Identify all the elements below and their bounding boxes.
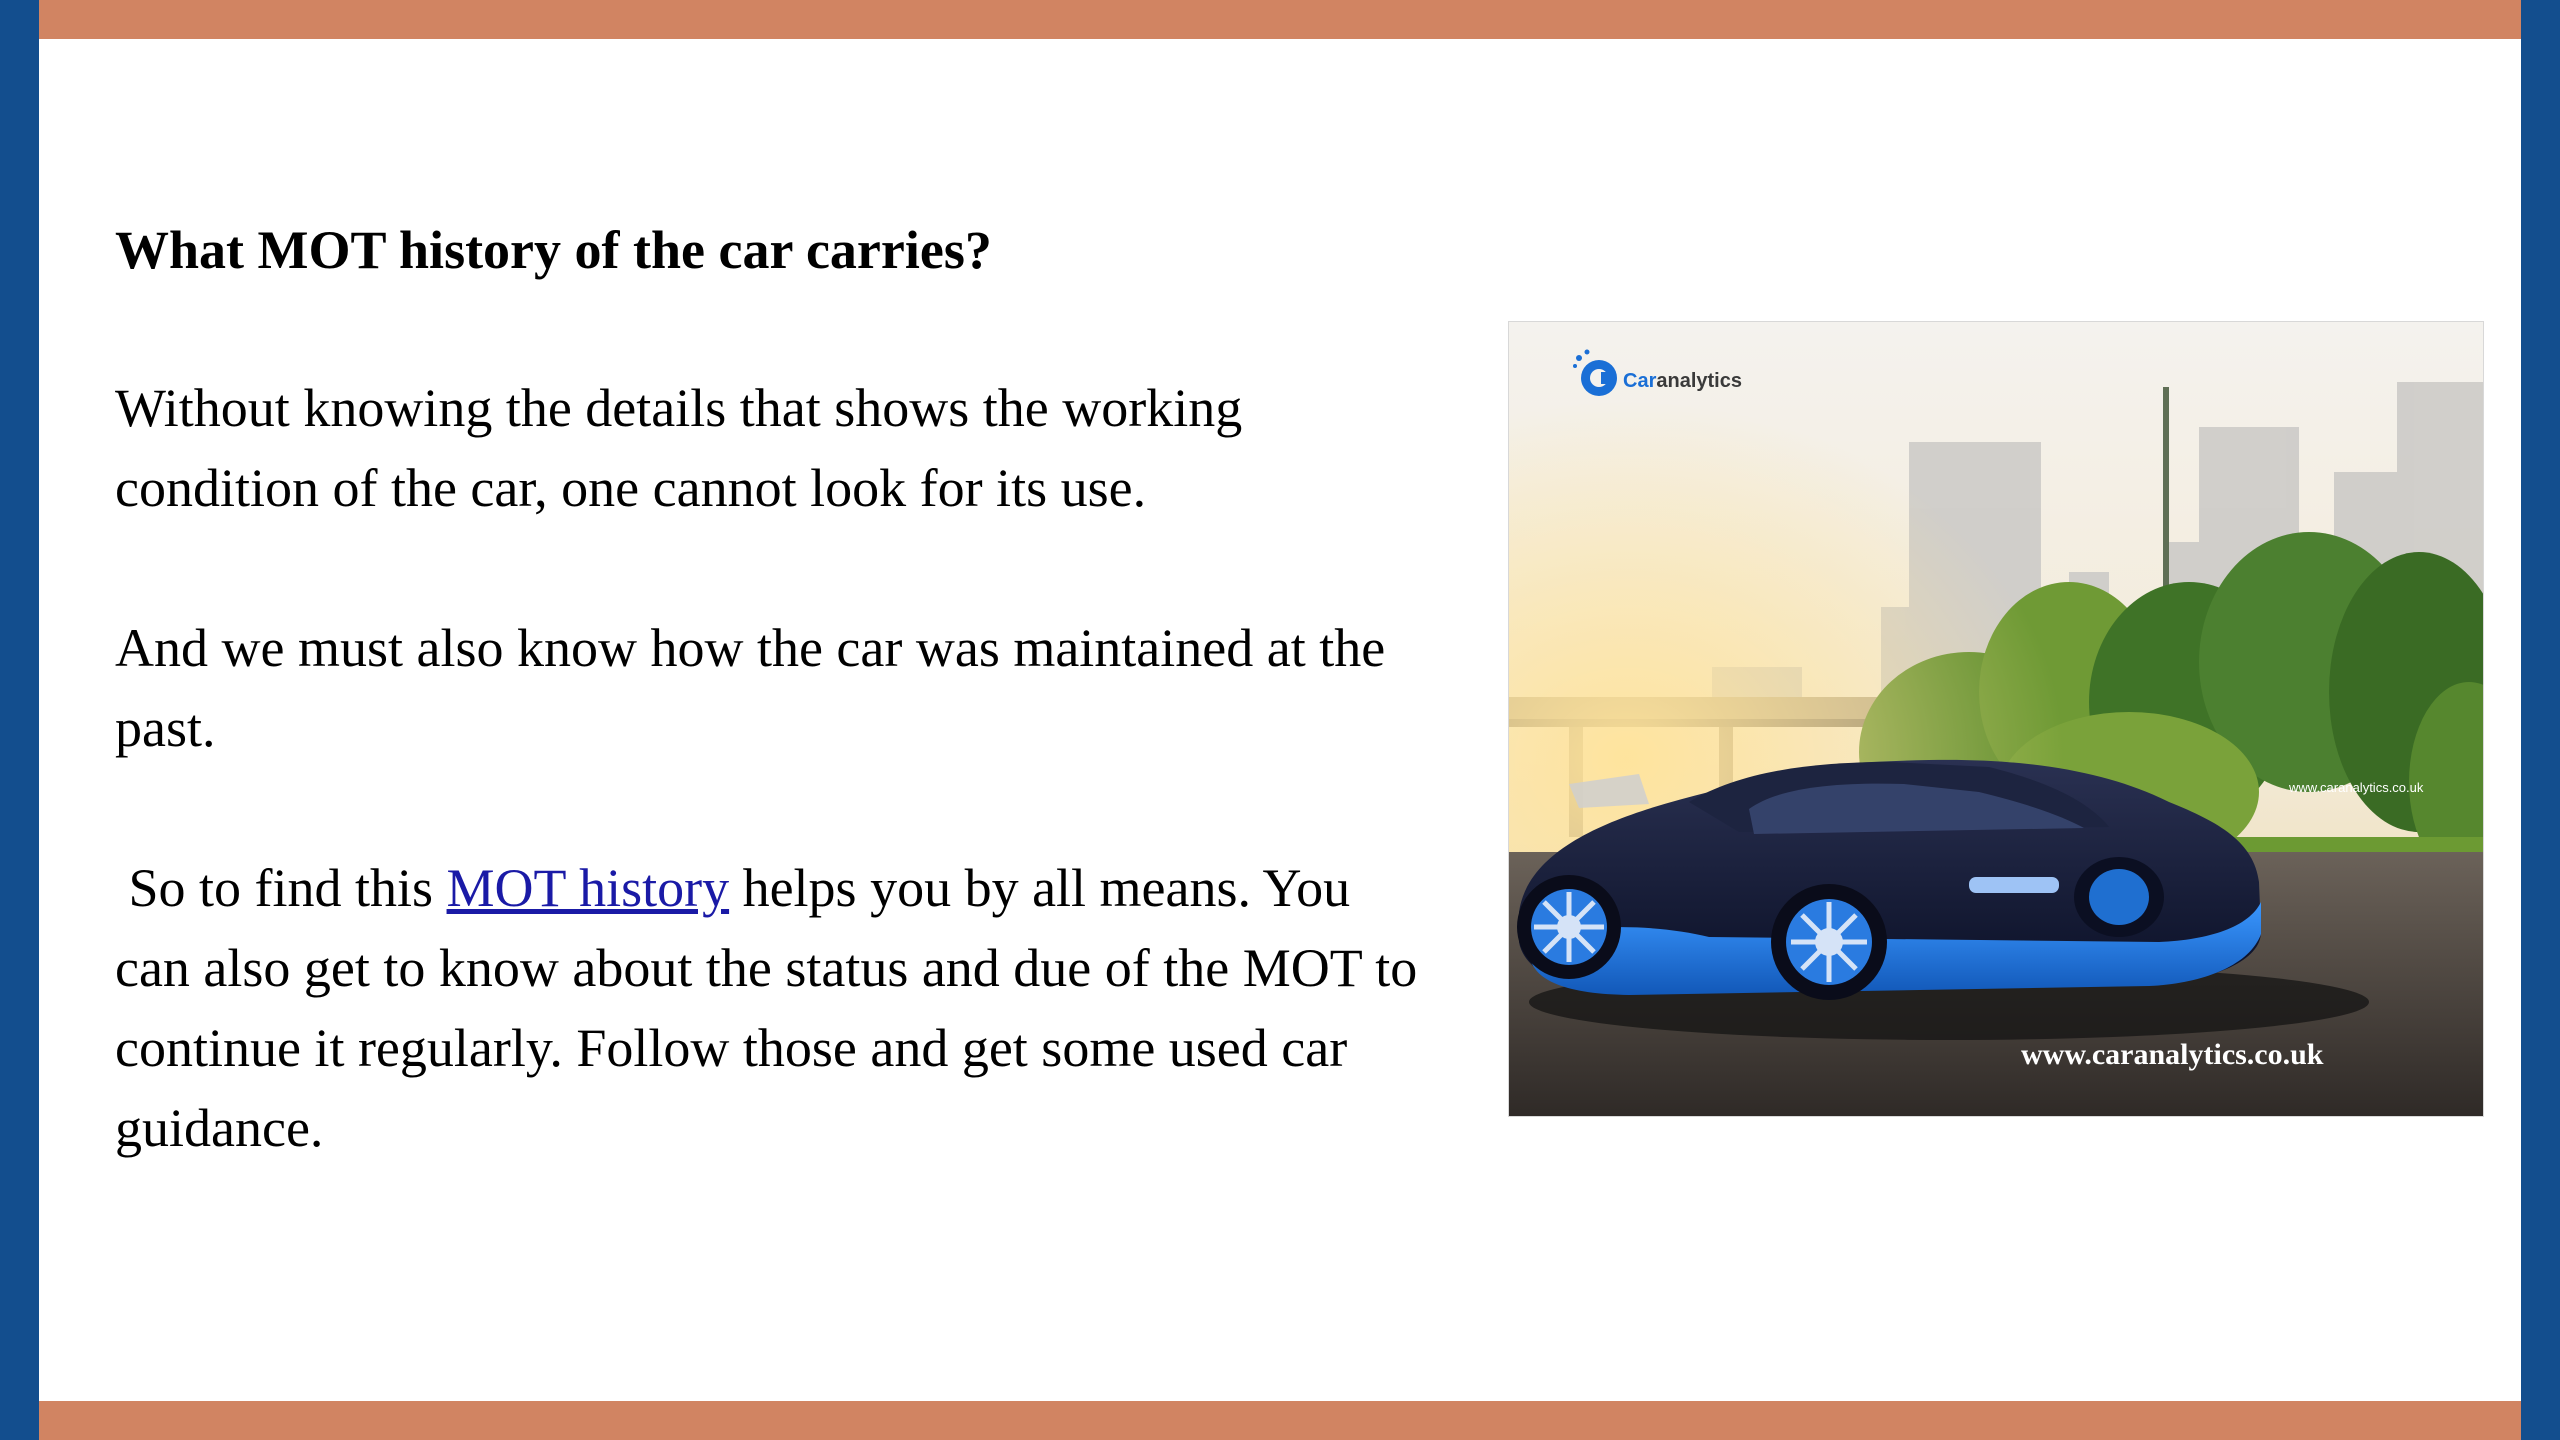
paragraph-mot-history xyxy=(115,848,1435,1168)
paragraph-maintenance: And we must also know how the car was maintained at the past. xyxy=(115,618,1386,758)
watermark-large: www.caranalytics.co.uk xyxy=(2021,1038,2324,1071)
car xyxy=(1517,760,2261,1000)
paragraph-working-condition: Without knowing the details that shows the working condition of the car, one cannot look for its use. xyxy=(115,378,1243,518)
watermark-small: www.caranalytics.co.uk xyxy=(2289,780,2424,795)
car-photo xyxy=(1508,321,2484,1117)
frame-bottom-bar xyxy=(0,1401,2560,1440)
svg-text:Caranalytics xyxy=(1623,370,1742,392)
logo-text-analytics: analytics xyxy=(1656,370,1742,392)
frame-left-bar xyxy=(0,0,39,1440)
paragraph-mot-lead: So to find this xyxy=(115,858,447,918)
logo-text-car: Car xyxy=(1623,370,1657,392)
mot-history-link[interactable]: MOT history xyxy=(446,858,730,918)
slide-heading: What MOT history of the car carries? xyxy=(115,220,992,280)
frame-top-bar xyxy=(0,0,2560,39)
paragraph-mot-rest: helps you by all means. You can also get to know about the status and due of the MOT to continue it regularly. Follow those and get some used car guidance. xyxy=(115,858,1418,1158)
text-column xyxy=(115,210,1435,1248)
frame-right-bar xyxy=(2521,0,2560,1440)
